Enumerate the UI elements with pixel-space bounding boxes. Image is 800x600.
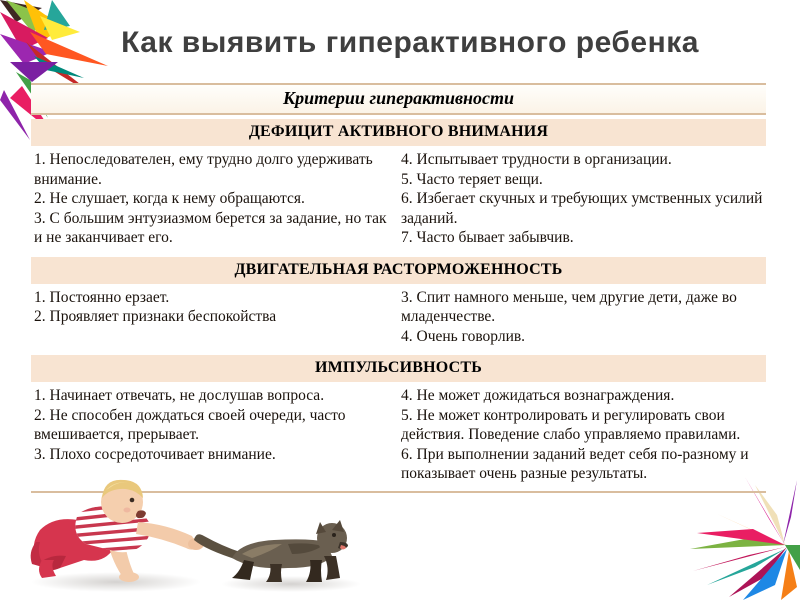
slide-title: Как выявить гиперактивного ребенка — [121, 26, 699, 59]
criteria-item: 2. Не слушает, когда к нему обращаются. — [34, 190, 305, 207]
baby-illustration — [31, 480, 204, 582]
criteria-item: 1. Постоянно ерзает. — [34, 288, 170, 306]
criteria-table — [31, 83, 766, 493]
criteria-item: 4. Не может дожидаться вознаграждения. — [401, 387, 675, 404]
section-content-motor-disinhibition — [31, 284, 766, 352]
baby-shadow — [31, 572, 201, 592]
section-content-attention-deficit — [31, 146, 766, 253]
criteria-item: 3. С большим энтузиазмом берется за задание, но так и не заканчивает его. — [34, 209, 387, 246]
criteria-item: 2. Не способен дождаться своей очереди, часто вмешивается, прерывает. — [34, 406, 346, 443]
criteria-item: 5. Не может контролировать и регулировать свои действия. Поведение слабо управляемо правилами. — [401, 406, 741, 443]
criteria-item: 3. Спит намного меньше, чем другие дети, даже во младенчестве. — [401, 288, 737, 325]
criteria-item: 1. Начинает отвечать, не дослушав вопроса. — [34, 387, 325, 404]
cat-illustration — [194, 520, 348, 582]
criteria-item: 6. Избегает скучных и требующих умственных усилий заданий. — [401, 190, 763, 227]
section-header-attention-deficit: ДЕФИЦИТ АКТИВНОГО ВНИМАНИЯ — [31, 119, 766, 146]
section-header-motor-disinhibition: ДВИГАТЕЛЬНАЯ РАСТОРМОЖЕННОСТЬ — [31, 257, 766, 284]
criteria-item: 7. Часто бывает забывчив. — [401, 229, 574, 246]
section-header-impulsivity: ИМПУЛЬСИВНОСТЬ — [31, 355, 766, 382]
criteria-item: 6. При выполнении заданий ведет себя по-разному и показывает очень разные результаты. — [401, 445, 749, 482]
baby-cat-photo — [26, 472, 506, 594]
criteria-item: 4. Испытывает трудности в организации. — [401, 151, 672, 168]
table-caption: Критерии гиперактивности — [31, 83, 766, 115]
corner-splash-decoration-bottom-right — [685, 475, 800, 600]
criteria-list-right — [394, 386, 766, 484]
criteria-item: 2. Проявляет признаки беспокойства — [34, 308, 277, 325]
criteria-item: 1. Непоследователен, ему трудно долго удерживать внимание. — [34, 151, 373, 188]
criteria-list-right — [394, 150, 766, 248]
criteria-item: 5. Часто теряет вещи. — [401, 170, 543, 188]
criteria-list-left — [31, 288, 394, 347]
criteria-list-left — [31, 386, 394, 484]
criteria-item: 3. Плохо сосредоточивает внимание. — [34, 445, 276, 463]
criteria-list-left — [31, 150, 394, 248]
criteria-item: 4. Очень говорлив. — [401, 327, 526, 345]
criteria-list-right — [394, 288, 766, 347]
